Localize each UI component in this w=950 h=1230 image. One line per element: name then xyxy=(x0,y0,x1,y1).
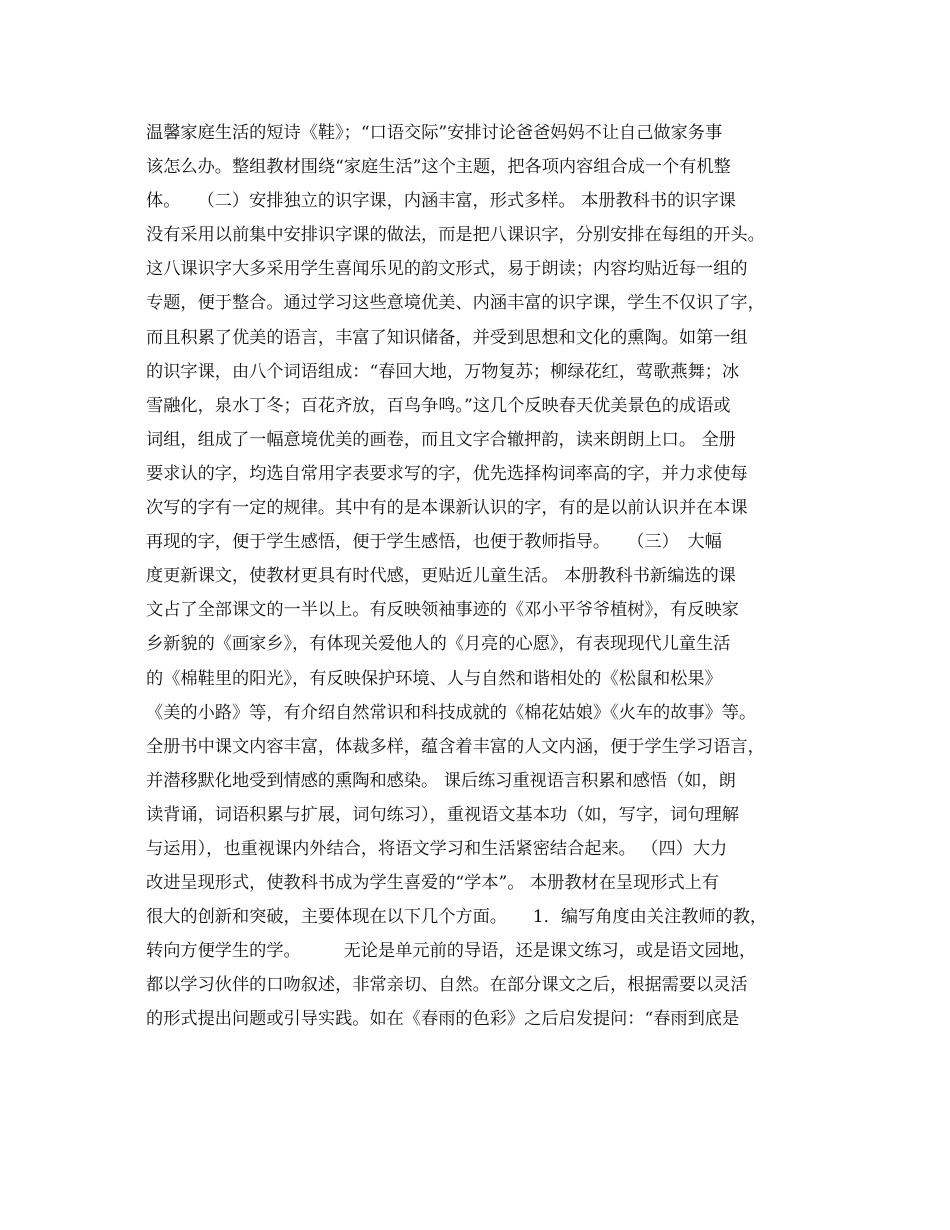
text-line: 与运用），也重视课内外结合，将语文学习和生活紧密结合起来。 （四）大力 xyxy=(146,838,728,859)
text-line: 没有采用以前集中安排识字课的做法，而是把八课识字，分别安排在每组的开头。 xyxy=(146,225,765,246)
text-line: 很大的创新和突破，主要体现在以下几个方面。 1．编写角度由关注教师的教， xyxy=(146,907,768,928)
text-line: 转向方便学生的学。 无论是单元前的导语，还是课文练习，或是语文园地， xyxy=(146,941,757,962)
text-line: 度更新课文，使教材更具有时代感，更贴近儿童生活。 本册教科书新编选的课 xyxy=(146,566,736,587)
text-line: 读背诵，词语积累与扩展，词句练习），重视语文基本功（如，写字，词句理解 xyxy=(146,804,739,825)
text-line: 全册书中课文内容丰富，体裁多样，蕴含着丰富的人文内涵，便于学生学习语言， xyxy=(146,736,765,757)
text-line: 要求认的字，均选自常用字表要求写的字，优先选择构词率高的字，并力求使每 xyxy=(146,463,748,484)
text-line: 的形式提出问题或引导实践。如在《春雨的色彩》之后启发提问：“春雨到底是 xyxy=(146,1009,740,1030)
text-line: 乡新貌的《画家乡》，有体现关爱他人的《月亮的心愿》，有表现现代儿童生活 xyxy=(146,634,731,655)
text-line: 温馨家庭生活的短诗《鞋》；“口语交际”安排讨论爸爸妈妈不让自己做家务事 xyxy=(146,123,723,143)
text-line: 《美的小路》等，有介绍自然常识和科技成就的《棉花姑娘》《火车的故事》等。 xyxy=(146,702,757,723)
text-line: 体。 （二）安排独立的识字课，内涵丰富，形式多样。 本册教科书的识字课 xyxy=(146,191,736,212)
text-line: 该怎么办。整组教材围绕“家庭生活”这个主题，把各项内容组合成一个有机整 xyxy=(146,157,731,178)
text-line: 改进呈现形式，使教科书成为学生喜爱的“学本”。 本册教材在呈现形式上有 xyxy=(146,873,720,894)
text-line: 雪融化，泉水丁冬；百花齐放，百鸟争鸣。”这几个反映春天优美景色的成语或 xyxy=(146,395,731,416)
text-line: 的《棉鞋里的阳光》，有反映保护环境、人与自然和谐相处的《松鼠和松果》 xyxy=(146,668,722,689)
text-line: 并潜移默化地受到情感的熏陶和感染。 课后练习重视语言积累和感悟（如，朗 xyxy=(146,770,736,791)
text-line: 的识字课，由八个词语组成：“春回大地，万物复苏；柳绿花红，莺歌燕舞；冰 xyxy=(146,361,740,382)
text-line: 专题，便于整合。通过学习这些意境优美、内涵丰富的识字课，学生不仅识了字， xyxy=(146,293,765,314)
text-line: 次写的字有一定的规律。其中有的是本课新认识的字，有的是以前认识并在本课 xyxy=(146,498,748,519)
text-line: 而且积累了优美的语言，丰富了知识储备，并受到思想和文化的熏陶。如第一组 xyxy=(146,327,748,348)
text-line: 都以学习伙伴的口吻叙述，非常亲切、自然。在部分课文之后，根据需要以灵活 xyxy=(146,975,748,996)
body-text xyxy=(146,116,811,1037)
text-line: 词组，组成了一幅意境优美的画卷，而且文字合辙押韵，读来朗朗上口。 全册 xyxy=(146,429,736,450)
text-line: 文占了全部课文的一半以上。有反映领袖事迹的《邓小平爷爷植树》，有反映家 xyxy=(146,600,739,621)
text-line: 这八课识字大多采用学生喜闻乐见的韵文形式，易于朗读；内容均贴近每一组的 xyxy=(146,259,748,280)
text-line: 再现的字，便于学生感悟，便于学生感悟，也便于教师指导。 （三） 大幅 xyxy=(146,532,722,553)
